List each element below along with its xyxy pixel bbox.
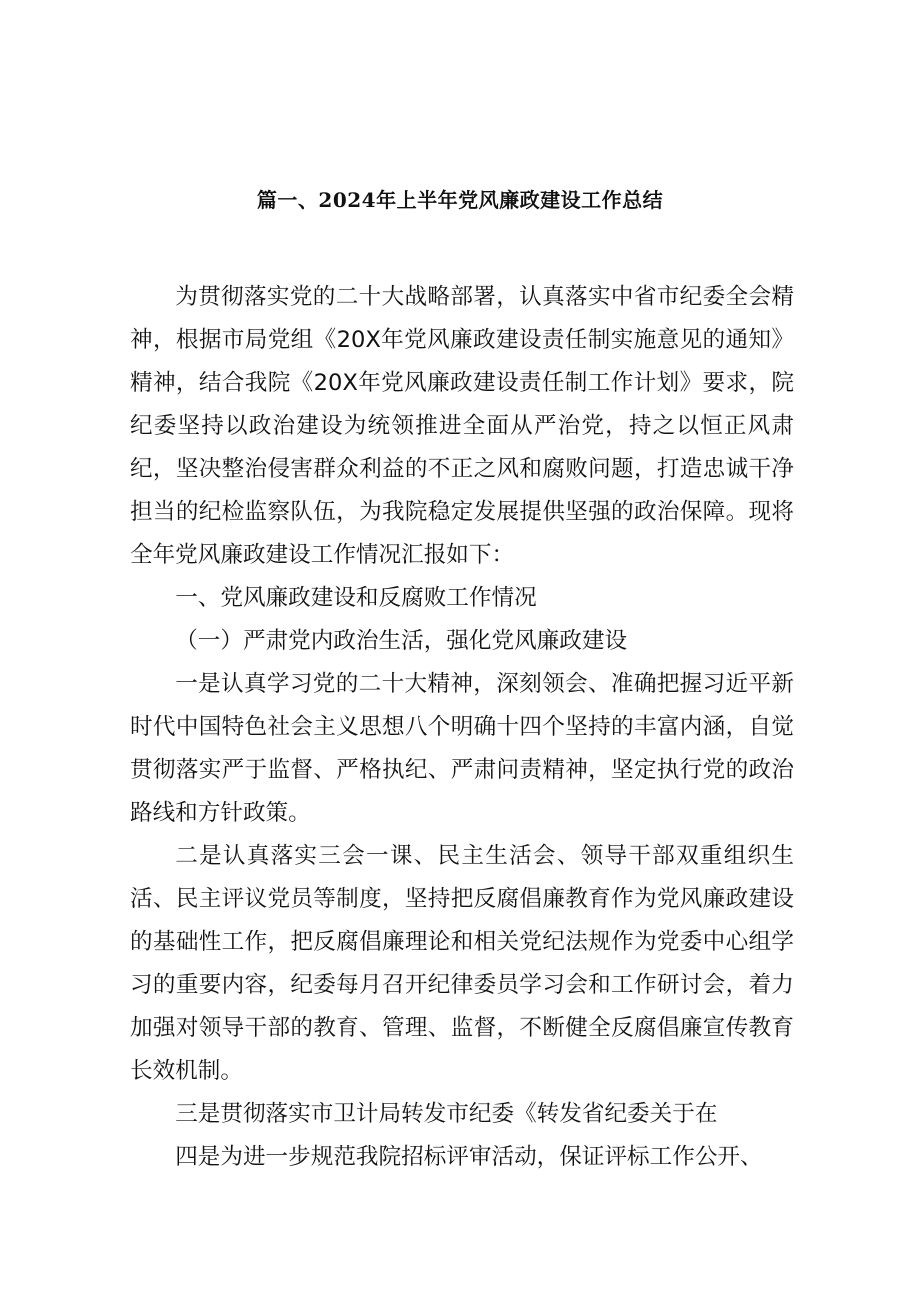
paragraph-point-3: 三是贯彻落实市卫计局转发市纪委《转发省纪委关于在 bbox=[175, 1101, 718, 1127]
paragraph-point-4: 四是为进一步规范我院招标评审活动，保证评标工作公开、 bbox=[175, 1144, 763, 1170]
paragraph-point-1: 一是认真学习党的二十大精神，深刻领会、准确把握习近平新时代中国特色社会主义思想八个明确十四个坚持的丰富内涵，自觉贯彻落实严于监督、严格执纪、严肃问责精神，坚定执行党的政治路线和方针政策。 bbox=[130, 671, 794, 826]
paragraph-intro: 为贯彻落实党的二十大战略部署，认真落实中省市纪委全会精神，根据市局党组《20X年党风廉政建设责任制实施意见的通知》精神，结合我院《20X年党风廉政建设责任制工作计划》要求，院纪委坚持以政治建设为统领推进全面从严治党，持之以恒正风肃纪，坚决整治侵害群众利益的不正之风和腐败问题，打造忠诚干净担当的纪检监察队伍，为我院稳定发展提供坚强的政治保障。现将全年党风廉政建设工作情况汇报如下： bbox=[130, 284, 794, 568]
paragraph-point-2: 二是认真落实三会一课、民主生活会、领导干部双重组织生活、民主评议党员等制度，坚持把反腐倡廉教育作为党风廉政建设的基础性工作，把反腐倡廉理论和相关党纪法规作为党委中心组学习的重要内容，纪委每月召开纪律委员学习会和工作研讨会，着力加强对领导干部的教育、管理、监督，不断健全反腐倡廉宣传教育长效机制。 bbox=[130, 843, 794, 1084]
document-title: 篇一、2024年上半年党风廉政建设工作总结 bbox=[256, 188, 664, 212]
heading-section-1: 一、党风廉政建设和反腐败工作情况 bbox=[175, 585, 537, 611]
document-body bbox=[130, 276, 794, 1179]
heading-subsection-1: （一）严肃党内政治生活，强化党风廉政建设 bbox=[175, 628, 628, 654]
